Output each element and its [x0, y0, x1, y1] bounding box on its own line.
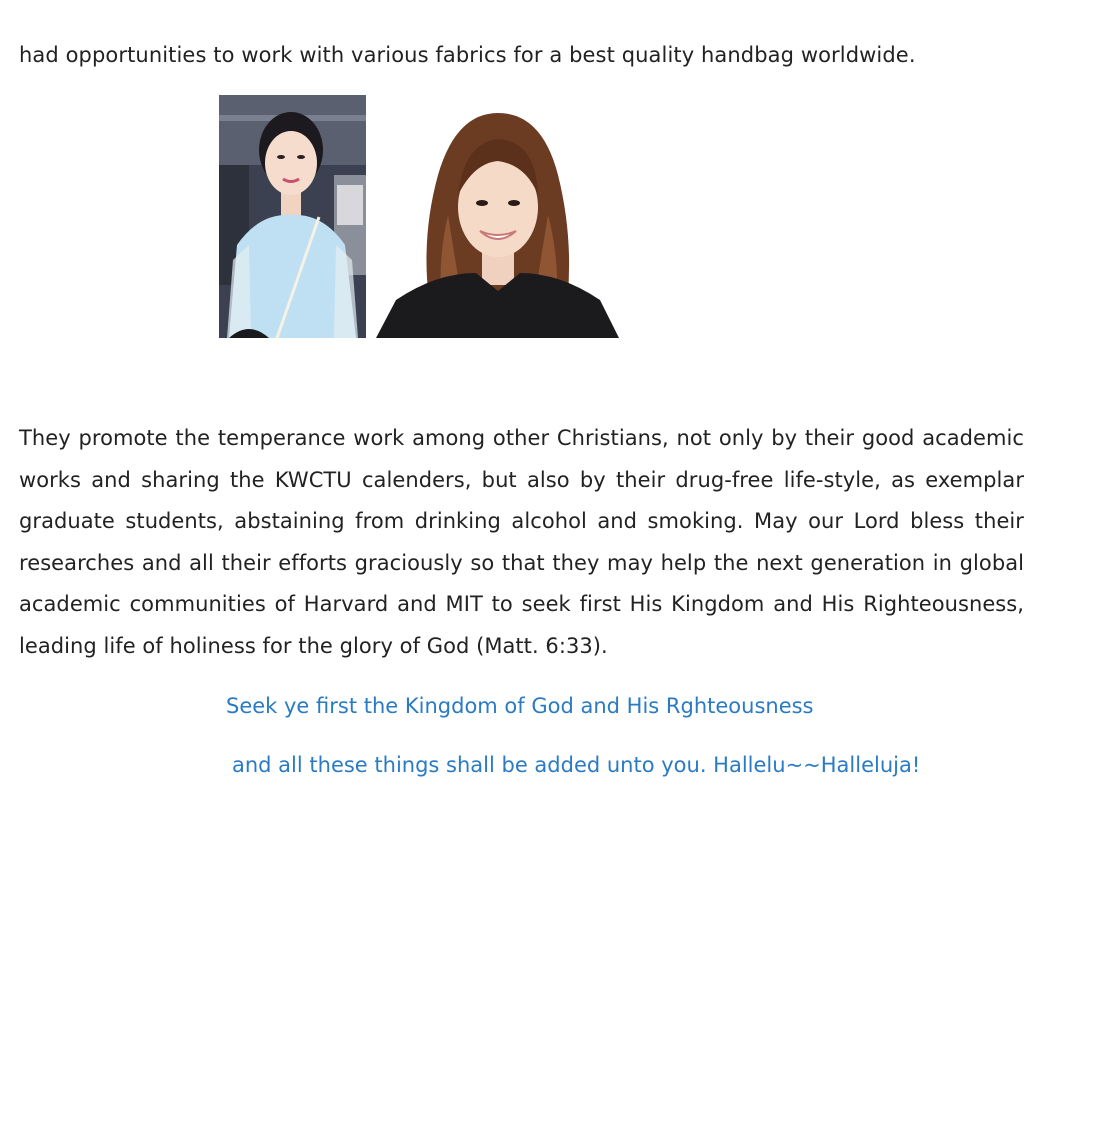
- body-paragraph: They promote the temperance work among other Christians, not only by their good academic works and sharing the KWCTU calenders, but also by their drug-free life-style, as exemplar graduate students, abstaining from drinking alcohol and smoking. May our Lord bless their researches and all their efforts graciously so that they may help the next generation in global academic communities of Harvard and MIT to seek first His Kingdom and His Righteousness, leading life of holiness for the glory of God (Matt. 6:33).: [19, 426, 1024, 658]
- scripture-verse-line-2: and all these things shall be added unto you. Hallelu~~Halleluja!: [232, 753, 921, 777]
- photo-woman-black-hoodie: [376, 95, 619, 338]
- photo-woman-blue-top: [219, 95, 366, 338]
- scripture-verse-line-1: Seek ye first the Kingdom of God and His Rghteousness: [226, 694, 814, 718]
- intro-text-line: had opportunities to work with various fabrics for a best quality handbag worldwide.: [19, 43, 916, 67]
